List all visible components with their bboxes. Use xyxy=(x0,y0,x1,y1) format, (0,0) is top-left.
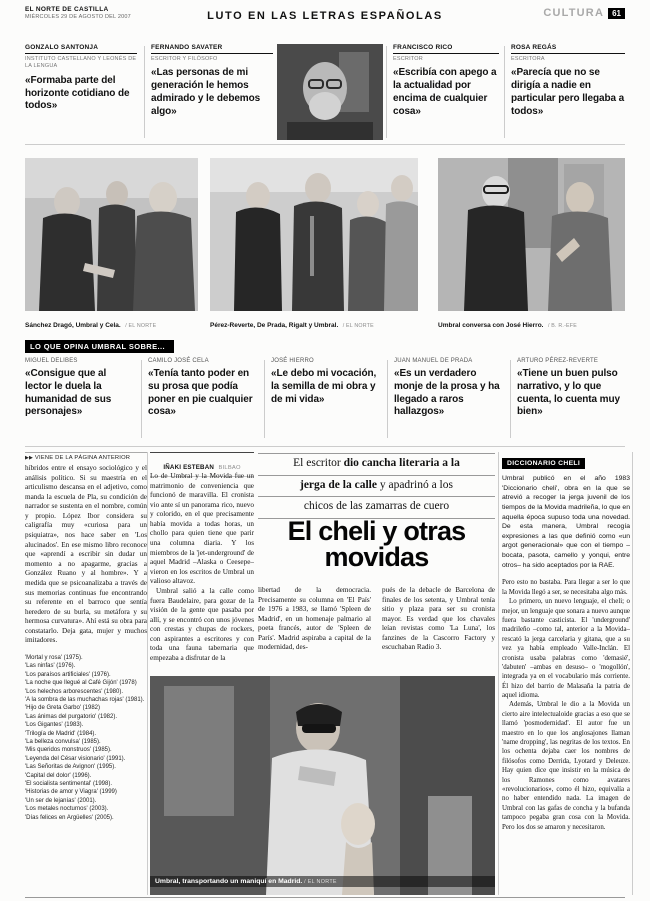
caption-credit: / B. R.-EFE xyxy=(547,323,577,329)
subhead-text: y apadrinó a los xyxy=(376,478,453,491)
sidebar-text: Umbral publicó en el año 1983 'Diccionario cheli', obra en la que se atrevió a recoger la jerga juvenil de los tiempos de la Movida madrileña, lo que en aquella época supuso toda una novedad. De esta manera, Umbral recogía expresiones a las que definió como «un argot generacional» que con el tiempo –bocata, pasota, camello y yonqui, entre otros– ha sido aceptados por la RAE. xyxy=(502,475,630,569)
quote-author: GONZALO SANTONJA xyxy=(25,44,137,54)
article-paragraph: Además, Umbral le dio a la Movida un cierto aire intelectualoide gracias a eso que se llamó 'posmodernidad'. El autor fue un maestro en lo que los anglosajones llaman 'name dropping', las negritas de los textos. En los ochenta dejaba caer los nombres de filósofos como Derrida, Lyotard y Deleuze. Hay quien dice que insistir en la música de los Ramones como avatares «revolucionarios», como él hizo, equivalía a no haber entendido nada. La imagen de Umbral con las gafas de concha y la bufanda tampoco pegaba gran cosa con la Movida. Pero los dos se amaron y necesitaron. xyxy=(502,701,630,831)
paper-date: MIÉRCOLES 29 DE AGOSTO DEL 2007 xyxy=(25,14,131,20)
section-rule xyxy=(25,144,625,145)
subhead-bold: dio cancha literaria a la xyxy=(343,457,460,469)
opinion-subject: MIGUEL DELIBES xyxy=(25,358,78,364)
caption-credit: / EL NORTE xyxy=(304,879,337,885)
portrait-photo xyxy=(277,44,383,140)
column-divider xyxy=(498,452,499,895)
column-divider xyxy=(147,452,148,895)
subhead-text: chicos de las zamarras de cuero xyxy=(303,500,450,512)
bibliography-item: 'La noche que llegué al Café Gijón' (1978) xyxy=(25,680,137,687)
bibliography-item: 'Trilogía de Madrid' (1984). xyxy=(25,730,97,737)
subhead-text: El escritor xyxy=(293,457,344,469)
opinion-text: «Tenía tanto poder en su prosa que podía poner en pie cualquier cosa» xyxy=(148,368,253,418)
quote-text: «Formaba parte del horizonte cotidiano de todos» xyxy=(25,74,130,112)
quote-santonja xyxy=(25,44,137,113)
caption-text: Sánchez Dragó, Umbral y Cela. xyxy=(25,322,121,329)
bibliography-item: 'Los Gigantes' (1983). xyxy=(25,722,84,729)
quote-savater xyxy=(151,44,273,119)
bibliography-item: 'Los helechos arborescentes' (1980). xyxy=(25,688,124,695)
caption-credit: / EL NORTE xyxy=(342,323,374,329)
lead-paragraph: Umbral salió a la calle como fuera Baudelaire, para gozar de la visión de la gente que pasaba por allí, y se encontró con unos jóvenes con crestas y chupas de rockers, con aspirantes a escritores y con toda una fauna tabernaria que empezaba a disfrutar de la xyxy=(150,586,254,662)
quote-role: ESCRITORA xyxy=(511,56,545,62)
right-column-paragraphs xyxy=(502,578,630,832)
article-paragraph: Lo primero, un nuevo lenguaje, el cheli; o mejor, un lenguaje que sonara a nuevo aunque fuera bastante casticista. El 'underground' madrileño –como tal, anterior a la Movida– rescató la jerga carcelaria y gitana, que a su vez ya había empleado Valle-Inclán. El cronista usaba palabras como 'demasié', 'dabuten' –ambas en desuso– o 'mogollón', integrada ya en el vocabulario más corriente. Él hizo del barrio de Malasaña la patria de aquel idioma. xyxy=(502,598,630,700)
photo-sanchez-drago-umbral-cela xyxy=(25,158,198,311)
column-divider xyxy=(387,360,388,438)
bibliography-item: 'Los metales nocturnos' (2003). xyxy=(25,806,109,813)
article-headline: El cheli y otras movidas xyxy=(287,516,466,573)
quote-role: ESCRITOR xyxy=(393,56,423,62)
right-article-column xyxy=(502,452,630,895)
article-continuation-text: híbridos entre el ensayo sociológico y el análisis político. Si su maestría en el articulismo descansa en el adjetivo, como manda la escuela de Pla, su condición de narrador se sustenta en el nombre, común y propio. López Ibor considera su caligrafía muy «curiosa para un psiquiatra», nos hace saber en 'Los alucinados'. En ese mismo libro reconoce que «aprendí a escribir sin dudar un momento a no apagarme, gracias a González Ruano y al hombre». Y a medida que se psicoanalizaba a través de sus memorias continuas fue encontrando su referente en el barroco que sentía heredero de su burla, su metáfora y su hermosa curvatura». Ahí está su obra para constatarlo. Deja gata, mujer y muchos imitadores. xyxy=(25,464,147,645)
column-divider xyxy=(141,360,142,438)
byline-author: IÑAKI ESTEBAN xyxy=(163,464,215,471)
column-divider xyxy=(386,46,387,138)
opinion-text: «Es un verdadero monje de la prosa y ha llegado a raros hallazgos» xyxy=(394,368,500,418)
quote-author: FERNANDO SAVATER xyxy=(151,44,273,54)
column-divider xyxy=(144,46,145,138)
deck-columns xyxy=(258,586,495,673)
photo-illustration xyxy=(438,158,625,311)
subhead-bold: jerga de la calle xyxy=(300,478,377,491)
deck-column-a: libertad de la democracia. Precisamente su columna en 'El País' de 1976 a 1983, se llamó 'Spleen de Madrid', en un homenaje palmario al poeta francés, autor de 'Spleen de París'. Madrid aspiraba a capital de la modernidad, des- xyxy=(258,586,371,652)
quote-role: INSTITUTO CASTELLANO Y LEONÉS DE LA LENGUA xyxy=(25,56,137,70)
quote-rico xyxy=(393,44,499,119)
quote-role: ESCRITOR Y FILÓSOFO xyxy=(151,56,218,62)
subheadline-line xyxy=(258,475,495,497)
photo-caption-overlay xyxy=(150,876,495,887)
continuation-label: VIENE DE LA PÁGINA ANTERIOR xyxy=(34,455,131,461)
bibliography-item: 'Capital del dolor' (1996). xyxy=(25,772,92,779)
photo-caption xyxy=(438,314,625,332)
opinion-de-prada xyxy=(394,358,502,419)
opinion-subject: JUAN MANUEL DE PRADA xyxy=(394,358,473,364)
bibliography-item: 'Hijo de Greta Garbo' (1982) xyxy=(25,705,100,712)
column-divider xyxy=(264,360,265,438)
photo-illustration xyxy=(210,158,418,311)
opinion-subject: ARTURO PÉREZ-REVERTE xyxy=(517,358,599,364)
photo-illustration xyxy=(150,676,495,895)
opinion-text: «Consigue que al lector le duela la humanidad de sus personajes» xyxy=(25,368,112,418)
photo-caption xyxy=(25,314,198,332)
column-divider xyxy=(510,360,511,438)
opinion-delibes xyxy=(25,358,133,419)
section-header xyxy=(543,7,625,19)
quote-regas xyxy=(511,44,625,119)
opinion-hierro xyxy=(271,358,379,406)
lead-text-column xyxy=(150,472,254,674)
opinion-text: «Tiene un buen pulso narrativo, y lo que cuenta, lo cuenta muy bien» xyxy=(517,368,620,418)
bibliography-item: 'Las ánimas del purgatorio' (1982). xyxy=(25,713,118,720)
bibliography-item: 'Un ser de lejanías' (2001). xyxy=(25,797,97,804)
bibliography-item: 'A la sombra de las muchachas rojas' (1981). xyxy=(25,697,145,704)
bibliography-item: 'Historias de amor y Viagra' (1999) xyxy=(25,789,117,796)
quote-author: FRANCISCO RICO xyxy=(393,44,499,54)
caption-credit: / EL NORTE xyxy=(125,323,157,329)
opinion-subject: CAMILO JOSÉ CELA xyxy=(148,358,209,364)
paper-name: EL NORTE DE CASTILLA xyxy=(25,6,109,13)
photo-umbral-maniqui xyxy=(150,676,495,895)
bibliography-item: 'Las ninfas' (1976). xyxy=(25,663,76,670)
quote-text: «Las personas de mi generación le hemos admirado y le debemos algo» xyxy=(151,67,261,117)
page-banner: LUTO EN LAS LETRAS ESPAÑOLAS xyxy=(207,10,443,22)
bibliography-item: 'Los paraísos artificiales' (1976). xyxy=(25,671,111,678)
quote-text: «Parecía que no se dirigía a nadie en particular pero llegaba a todos» xyxy=(511,67,625,117)
opinion-bar: LO QUE OPINA UMBRAL SOBRE... xyxy=(25,340,174,353)
continuation-marker xyxy=(25,452,147,464)
bibliography-item: 'Leyenda del César visionario' (1991). xyxy=(25,755,126,762)
subheadline xyxy=(258,453,495,519)
opinion-subject: JOSÉ HIERRO xyxy=(271,358,314,364)
lead-paragraph: Lo de Umbral y la Movida fue un matrimonio de conveniencia que funcionó de maravilla. El cronista vio ante sí un panorama rico, nuevo y colorido, en el que precisamente había movida a todas horas, un chollo para quien tiene que parir una columna diaria. Y los miembros de la 'jet-underground' de aquel Madrid –Alaska o Ceesepe– vieron en los escritos de Umbral un valioso altavoz. xyxy=(150,472,254,586)
quote-author: ROSA REGÁS xyxy=(511,44,625,54)
photo-caption xyxy=(210,314,418,332)
photo-illustration xyxy=(25,158,198,311)
opinion-text: «Le debo mi vocación, la semilla de mi obra y de mi vida» xyxy=(271,368,377,405)
bibliography-item: 'Mis queridos monstruos' (1985). xyxy=(25,747,112,754)
bibliography-item: 'Las Señoritas de Avignon' (1995). xyxy=(25,764,116,771)
byline-place: BILBAO xyxy=(218,465,241,471)
opinion-cela xyxy=(148,358,256,419)
portrait-illustration xyxy=(277,44,383,140)
left-article-column xyxy=(25,452,147,895)
page-bottom-rule xyxy=(25,897,625,898)
article-paragraph: Pero esto no bastaba. Para llegar a ser lo que la Movida llegó a ser, se necesitaba algo más. xyxy=(502,579,630,596)
column-divider xyxy=(504,46,505,138)
photo-perez-reverte-de-prada-rigalt-umbral xyxy=(210,158,418,311)
deck-column-b: pués de la debacle de Barcelona de finales de los setenta, y Umbral tenía sitio y plaza para ser su cronista mayor. Es verdad que los chavales leían revistas como 'La Luna', los fanzines de la Cascorro Factory y escuchaban Radio 3. xyxy=(382,586,495,652)
caption-text: Pérez-Reverte, De Prada, Rigalt y Umbral. xyxy=(210,322,339,329)
bibliography-item: 'El socialista sentimental' (1998). xyxy=(25,781,112,788)
page-number-badge: 61 xyxy=(608,8,625,19)
opinion-perez-reverte xyxy=(517,358,625,419)
bibliography-item: 'Días felices en Argüelles' (2005). xyxy=(25,814,114,821)
continuation-arrows-icon: ▶▶ xyxy=(25,455,34,461)
bibliography-list xyxy=(25,655,147,823)
caption-text: Umbral conversa con José Hierro. xyxy=(438,322,544,329)
quote-text: «Escribía con apego a la actualidad por encima de cualquier cosa» xyxy=(393,67,497,117)
section-rule xyxy=(25,446,625,447)
opinions-row xyxy=(25,358,625,442)
section-name: CULTURA xyxy=(543,7,605,19)
caption-text: Umbral, transportando un maniquí en Madrid. xyxy=(155,878,303,885)
top-quotes-row xyxy=(25,44,625,142)
sidebar-label: DICCIONARIO CHELI xyxy=(502,458,585,469)
bibliography-item: 'La belleza convulsa' (1985). xyxy=(25,739,101,746)
subheadline-line xyxy=(258,453,495,475)
photo-umbral-jose-hierro xyxy=(438,158,625,311)
bibliography-item: 'Mortal y rosa' (1975). xyxy=(25,654,83,661)
page-edge-rule xyxy=(632,452,633,895)
